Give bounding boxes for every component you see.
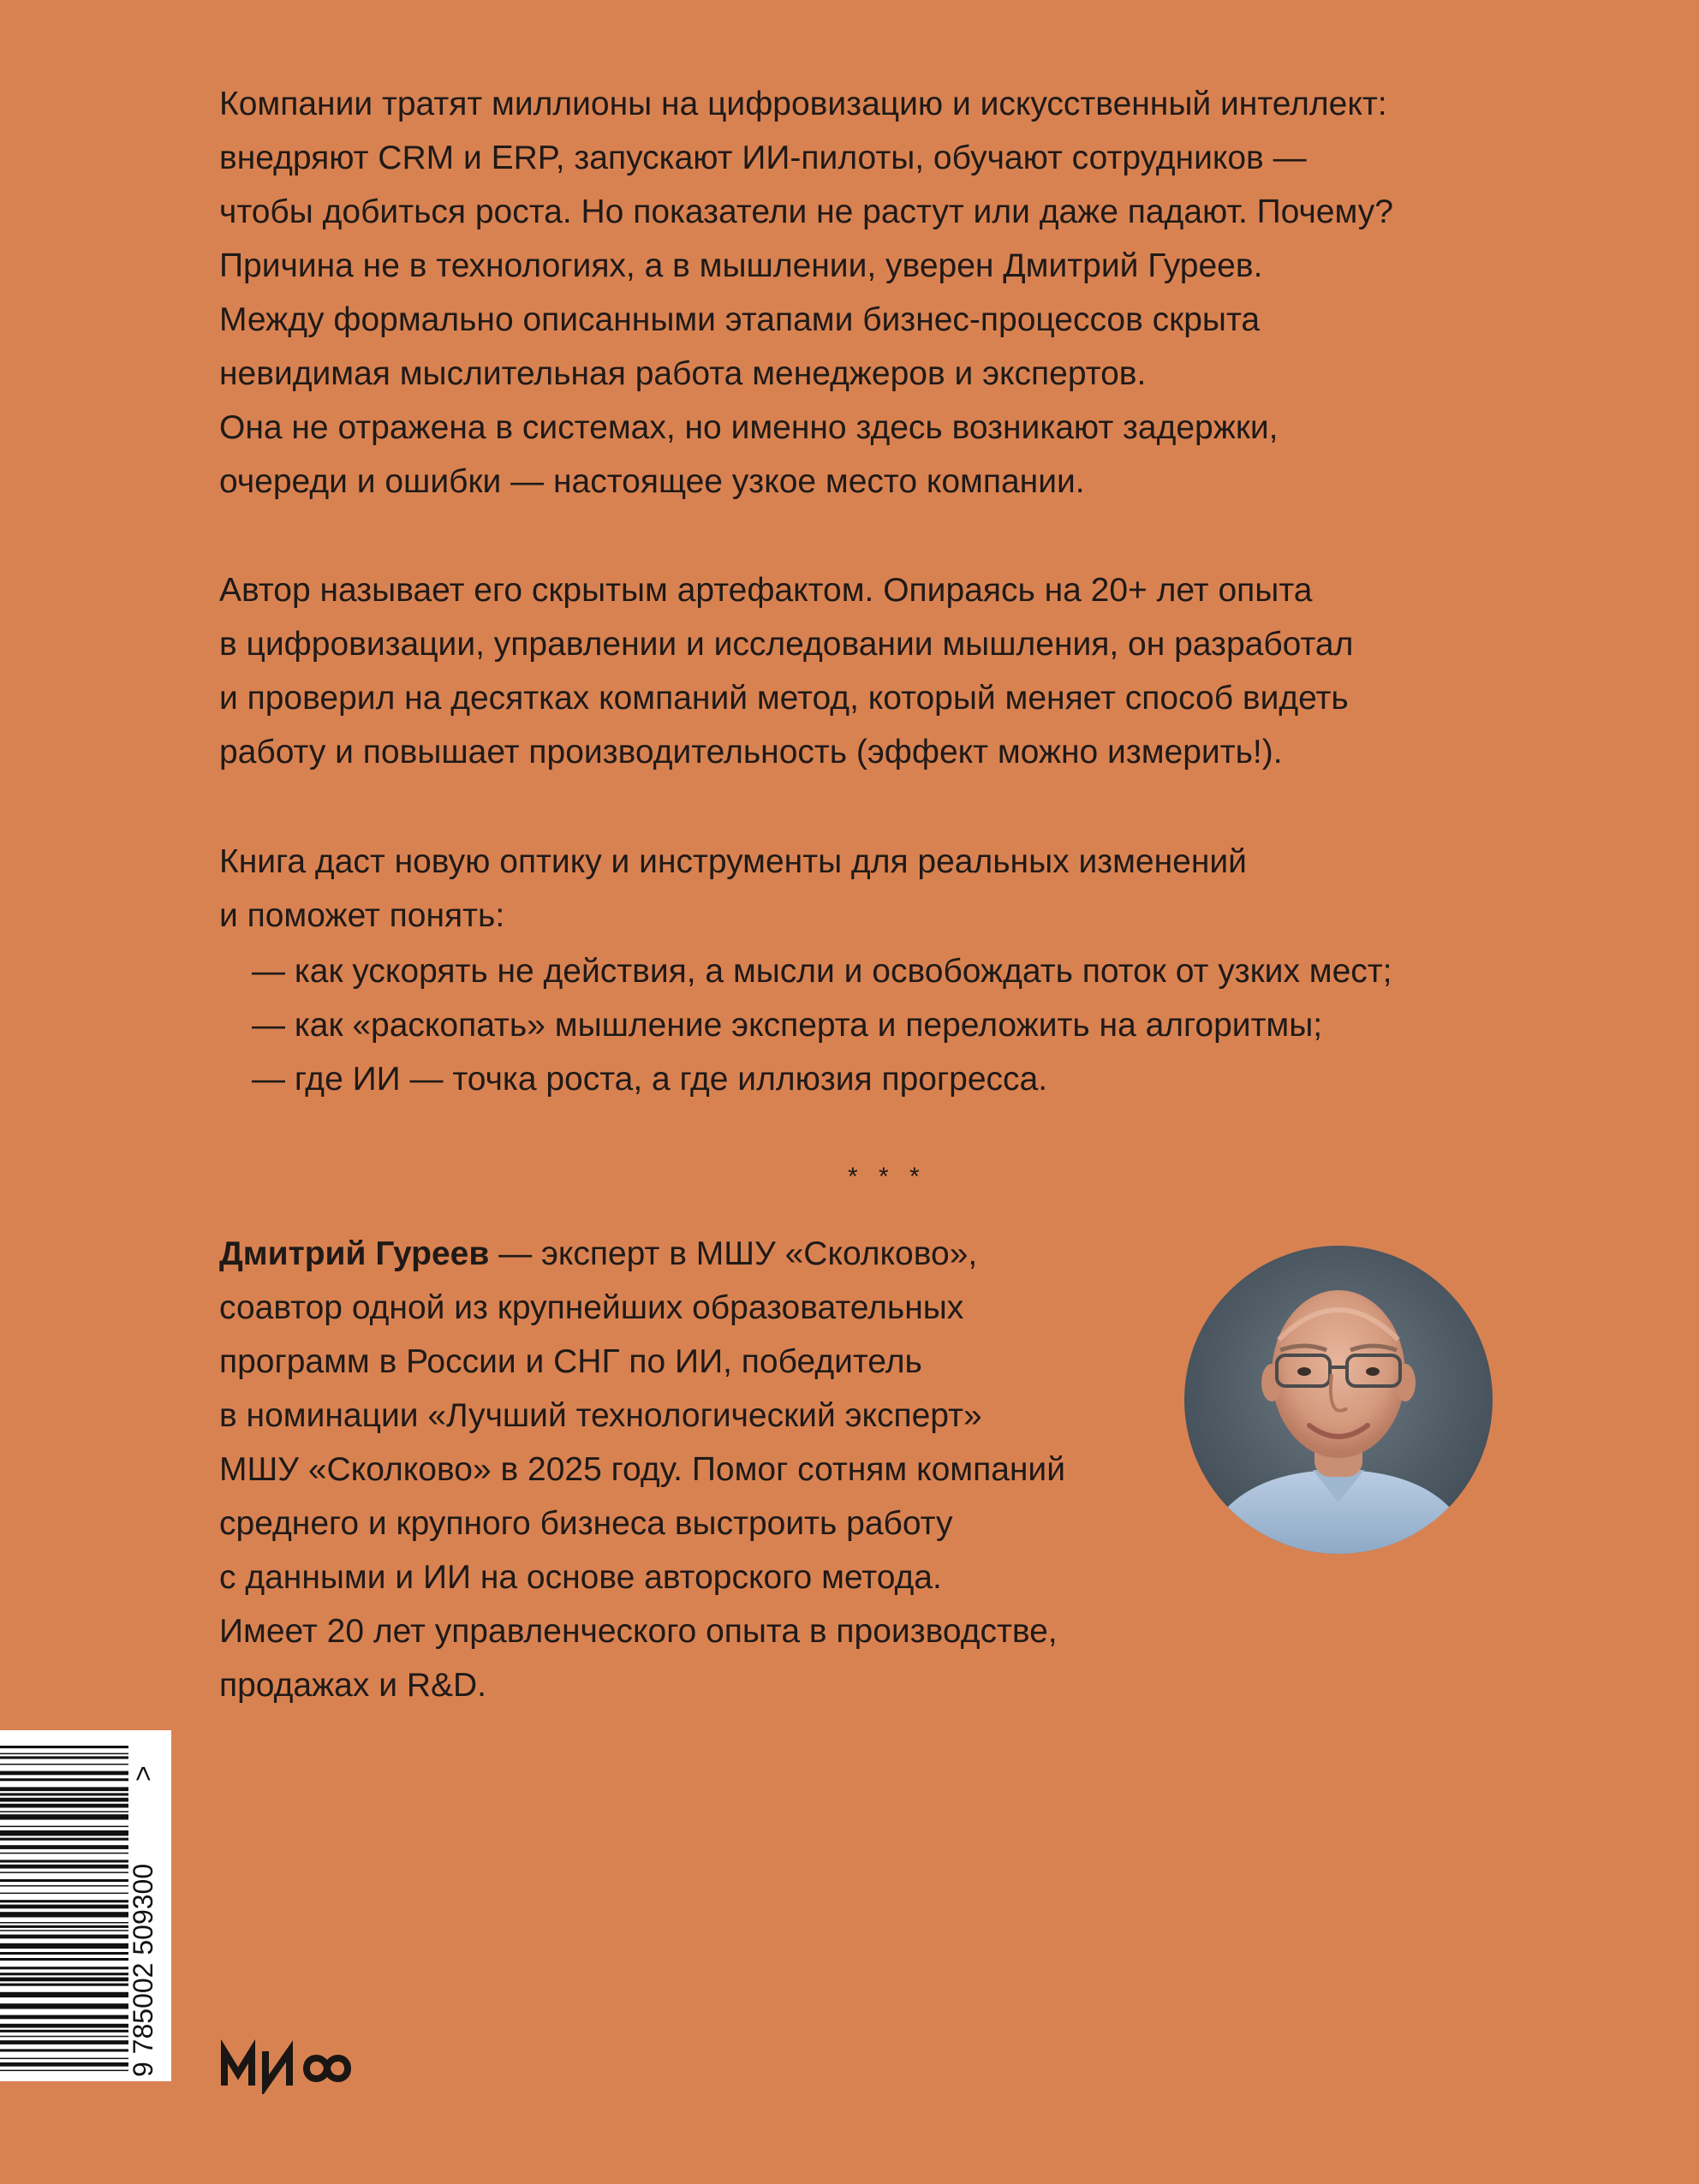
- barcode-bar: [0, 1984, 128, 1986]
- barcode-bar: [0, 1935, 128, 1939]
- text-line: среднего и крупного бизнеса выстроить работу: [219, 1505, 953, 1542]
- barcode-bar: [0, 2036, 128, 2038]
- barcode-bar: [0, 2024, 128, 2028]
- text-line: невидимая мыслительная работа менеджеров и экспертов.: [219, 355, 1147, 392]
- text-line: внедряют CRM и ERP, запускают ИИ-пилоты, обучают сотрудников —: [219, 140, 1307, 176]
- text-line: и проверил на десятках компаний метод, который меняет способ видеть: [219, 680, 1349, 717]
- section-separator: * * *: [848, 1163, 927, 1191]
- text-line: продажах и R&D.: [219, 1667, 486, 1704]
- text-line: в цифровизации, управлении и исследовании мышления, он разработал: [219, 626, 1354, 663]
- bio-first-line: [219, 1227, 1161, 1281]
- isbn-barcode: [0, 1730, 171, 2081]
- barcode-bar: [0, 2015, 128, 2020]
- author-photo: [1184, 1246, 1493, 1554]
- barcode-bar: [0, 1756, 128, 1759]
- list-item: — где ИИ — точка роста, а где иллюзия прогресса.: [252, 1061, 1048, 1098]
- barcode-bar: [0, 2049, 128, 2051]
- barcode-bar: [0, 1771, 128, 1776]
- text-line: программ в России и СНГ по ИИ, победитель: [219, 1343, 922, 1380]
- text-line: в номинации «Лучший технологический эксперт»: [219, 1397, 982, 1434]
- barcode-bar: [0, 1793, 128, 1795]
- barcode-bar: [0, 1879, 128, 1882]
- text-line: МШУ «Сколково» в 2025 году. Помог сотням компаний: [219, 1451, 1065, 1488]
- barcode-bar: [0, 1845, 128, 1849]
- barcode-bar: [0, 1811, 128, 1812]
- text-line: Автор называет его скрытым артефактом. Опираясь на 20+ лет опыта: [219, 572, 1313, 609]
- benefits-paragraph: [219, 835, 1521, 943]
- barcode-bar: [0, 2030, 128, 2032]
- text-line: работу и повышает производительность (эффект можно измерить!).: [219, 734, 1283, 771]
- bio-first-line-rest: — эксперт в МШУ «Сколково»,: [489, 1235, 978, 1272]
- barcode-bar: [0, 1992, 128, 1997]
- text-line: Компании тратят миллионы на цифровизацию и искусственный интеллект:: [219, 86, 1387, 122]
- barcode-bar: [0, 1973, 128, 1975]
- benefits-list: [252, 944, 1392, 1106]
- barcode-bar: [0, 1943, 128, 1949]
- author-bio: [219, 1227, 1161, 1712]
- barcode-bar: [0, 1860, 128, 1862]
- barcode-bar: [0, 1746, 128, 1748]
- barcode-bar: [0, 2040, 128, 2044]
- barcode-bar: [0, 1853, 128, 1854]
- barcode-bar: [0, 1967, 128, 1969]
- barcode-bar: [0, 1826, 128, 1828]
- list-item: — как ускорять не действия, а мысли и освобождать поток от узких мест;: [252, 953, 1392, 990]
- barcode-bar: [0, 1764, 128, 1765]
- intro-paragraph: [219, 77, 1521, 509]
- barcode-bar: [0, 2003, 128, 2008]
- barcode-arrow: >: [128, 1765, 158, 1782]
- text-line: соавтор одной из крупнейших образовательных: [219, 1289, 964, 1326]
- barcode-bar: [0, 1787, 128, 1791]
- barcode-bar: [0, 1865, 128, 1869]
- barcode-bar: [0, 1872, 128, 1873]
- text-line: Причина не в технологиях, а в мышлении, уверен Дмитрий Гуреев.: [219, 247, 1263, 284]
- text-line: очереди и ошибки — настоящее узкое место компании.: [219, 463, 1085, 500]
- barcode-bar: [0, 1905, 128, 1909]
- text-line: Между формально описанными этапами бизнес-процессов скрыта: [219, 301, 1261, 338]
- barcode-bar: [0, 1838, 128, 1841]
- mif-logo-icon: [219, 2039, 356, 2094]
- barcode-bar: [0, 1900, 128, 1902]
- barcode-bar: [0, 1922, 128, 1924]
- text-line: с данными и ИИ на основе авторского метода.: [219, 1559, 942, 1596]
- barcode-bar: [0, 2062, 128, 2067]
- method-paragraph: [219, 563, 1521, 779]
- barcode-bar: [0, 1814, 128, 1819]
- barcode-bar: [0, 2070, 128, 2072]
- barcode-bar: [0, 1753, 128, 1755]
- barcode-bar: [0, 1952, 128, 1955]
- barcode-bar: [0, 1893, 128, 1895]
- list-item: — как «раскопать» мышление эксперта и переложить на алгоритмы;: [252, 1007, 1323, 1044]
- barcode-bar: [0, 2058, 128, 2060]
- barcode-icon: [0, 1730, 171, 2081]
- text-line: Имеет 20 лет управленческого опыта в производстве,: [219, 1613, 1058, 1650]
- author-name: Дмитрий Гуреев: [219, 1235, 490, 1272]
- text-line: чтобы добиться роста. Но показатели не растут или даже падают. Почему?: [219, 193, 1393, 230]
- barcode-bar: [0, 1798, 128, 1802]
- author-portrait-icon: [1184, 1246, 1493, 1554]
- barcode-bar: [0, 1830, 128, 1836]
- text-line: Она не отражена в системах, но именно здесь возникают задержки,: [219, 409, 1279, 446]
- barcode-bar: [0, 1885, 128, 1887]
- barcode-bar: [0, 1978, 128, 1982]
- text-line: и поможет понять:: [219, 897, 505, 934]
- publisher-logo: [219, 2039, 356, 2094]
- barcode-bar: [0, 1778, 128, 1781]
- barcode-bar: [0, 1958, 128, 1961]
- barcode-bar: [0, 1925, 128, 1928]
- text-line: Книга даст новую оптику и инструменты для реальных изменений: [219, 843, 1247, 880]
- barcode-bar: [0, 1930, 128, 1931]
- barcode-digits: 9 785002 509300: [128, 1863, 158, 2077]
- barcode-bar: [0, 1912, 128, 1917]
- barcode-bar: [0, 1804, 128, 1808]
